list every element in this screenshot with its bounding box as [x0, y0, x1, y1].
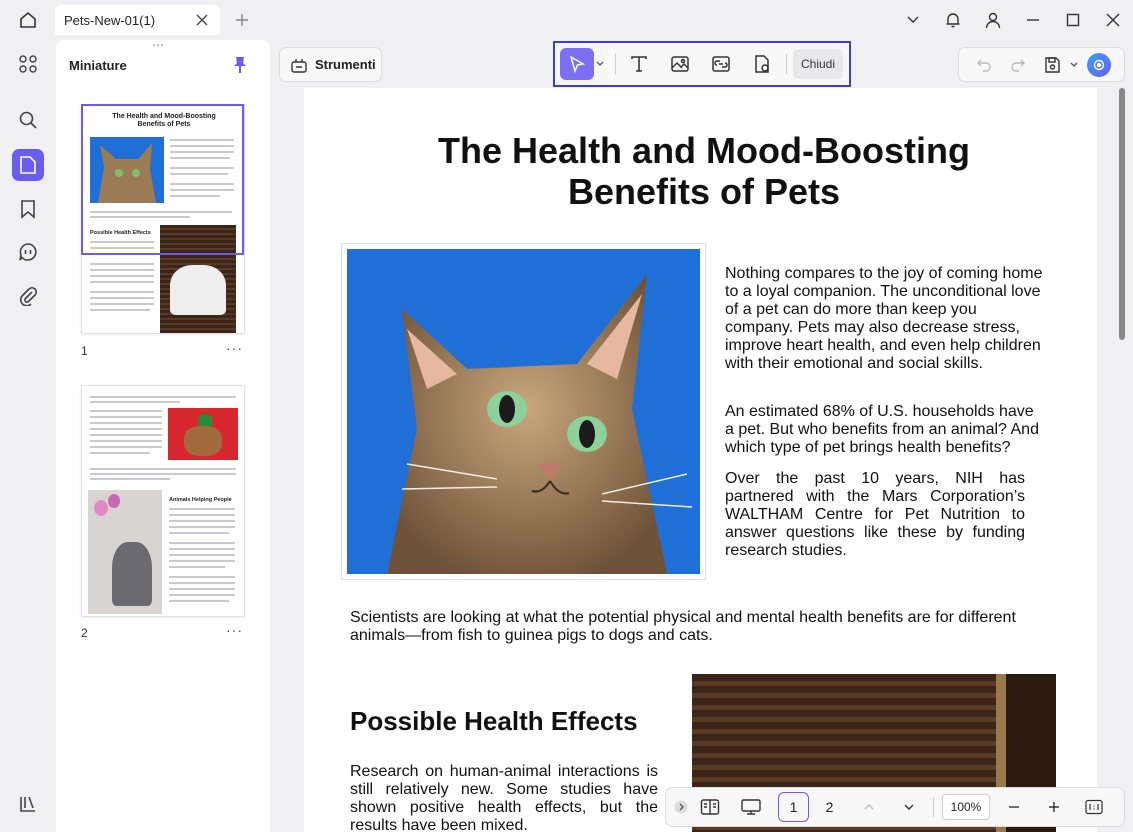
divider	[615, 54, 616, 74]
bookmark-icon[interactable]	[12, 193, 44, 225]
paragraph-scientists: Scientists are looking at what the potential physical and mental health benefits are for different animals—from fish to guinea pigs to dogs and cats.	[350, 609, 1016, 644]
new-tab-icon[interactable]	[232, 10, 252, 30]
next-page-icon[interactable]	[889, 793, 929, 821]
paragraph-research: Research on human-animal interactions is still relatively new. Some studies have shown positive health effects, but the results have been mixed.	[350, 763, 658, 832]
watermark-tool-icon[interactable]	[745, 48, 779, 80]
minimize-icon[interactable]	[1013, 0, 1053, 40]
close-edit-button[interactable]: Chiudi	[793, 49, 843, 79]
edit-toolbar	[553, 41, 851, 87]
cat-image-frame[interactable]	[341, 243, 706, 580]
actual-size-icon[interactable]	[1074, 793, 1114, 821]
page-1-button[interactable]: 1	[778, 792, 809, 822]
library-icon[interactable]	[12, 788, 44, 820]
attachment-icon[interactable]	[12, 280, 44, 312]
apps-icon[interactable]	[12, 48, 44, 80]
panel-title: Miniature	[69, 58, 127, 73]
history-toolbar	[958, 47, 1125, 82]
divider	[786, 54, 787, 74]
chevron-down-icon[interactable]	[1069, 60, 1081, 70]
close-tab-icon[interactable]	[194, 12, 210, 28]
page-navigation-bar	[665, 787, 1125, 827]
document-page[interactable]	[304, 88, 1097, 832]
panel-grip[interactable]: '''	[153, 43, 165, 54]
tools-label: Strumenti	[315, 57, 376, 72]
image-tool-icon[interactable]	[663, 48, 697, 80]
zoom-level-field[interactable]: 100%	[942, 794, 990, 820]
window-controls	[893, 0, 1133, 40]
toolbox-icon	[290, 56, 308, 74]
more-icon[interactable]: ···	[226, 340, 243, 356]
maximize-icon[interactable]	[1053, 0, 1093, 40]
zoom-out-icon[interactable]	[994, 793, 1034, 821]
left-rail	[0, 40, 56, 832]
close-window-icon[interactable]	[1093, 0, 1133, 40]
thumb-heading: Animals Helping People	[169, 497, 232, 503]
comment-icon[interactable]	[12, 236, 44, 268]
presentation-icon[interactable]	[730, 793, 772, 821]
page-2-button[interactable]: 2	[825, 799, 834, 815]
paragraph-intro: Nothing compares to the joy of coming home to a loyal companion. The unconditional love of a pet can do more than keep you company. Pets may also decrease stress, improve heart health, and even help children with their emotional and social skills.	[725, 265, 1043, 372]
vertical-scrollbar[interactable]	[1119, 88, 1125, 340]
home-icon[interactable]	[14, 8, 42, 32]
page-thumbnail-2[interactable]	[82, 386, 244, 616]
pin-icon[interactable]	[232, 56, 248, 74]
previous-page-icon[interactable]	[849, 793, 889, 821]
chevron-down-icon[interactable]	[893, 0, 933, 40]
title-bar	[0, 0, 1133, 40]
section-heading: Possible Health Effects	[350, 706, 638, 736]
bell-icon[interactable]	[933, 0, 973, 40]
thumbnails-icon[interactable]	[12, 149, 44, 181]
save-icon[interactable]	[1035, 50, 1069, 80]
text-tool-icon[interactable]	[622, 48, 656, 80]
paragraph-households: An estimated 68% of U.S. households have a pet. But who benefits from an animal? And which type of pet brings health benefits?	[725, 403, 1039, 456]
user-icon[interactable]	[973, 0, 1013, 40]
cat-image	[347, 249, 700, 574]
divider	[933, 797, 934, 817]
search-icon[interactable]	[12, 104, 44, 136]
collapse-chevron-icon[interactable]	[672, 793, 690, 821]
page-thumbnail-1[interactable]: The Health and Mood-Boosting Benefits of Pets Possible Health Effects	[82, 105, 244, 333]
thumbnail-page-number: 2	[81, 626, 88, 640]
redo-icon[interactable]	[1001, 50, 1035, 80]
thumbnail-panel	[56, 40, 270, 832]
zoom-in-icon[interactable]	[1034, 793, 1074, 821]
document-tab[interactable]	[55, 5, 220, 35]
tools-button[interactable]	[279, 47, 382, 82]
chevron-down-icon[interactable]	[595, 59, 607, 69]
ai-assistant-icon[interactable]	[1087, 53, 1111, 77]
select-tool-icon[interactable]	[560, 48, 594, 80]
title-line-1: The Health and Mood-Boosting	[438, 130, 970, 171]
undo-icon[interactable]	[967, 50, 1001, 80]
title-line-2: Benefits of Pets	[567, 171, 841, 212]
main-area	[270, 40, 1133, 832]
thumbnail-page-number: 1	[81, 344, 88, 358]
tab-title: Pets-New-01(1)	[64, 12, 156, 28]
link-tool-icon[interactable]	[704, 48, 738, 80]
reading-mode-icon[interactable]	[690, 793, 730, 821]
document-title	[364, 130, 1044, 212]
more-icon[interactable]: ···	[226, 622, 243, 638]
paragraph-nih: Over the past 10 years, NIH has partnered with the Mars Corporation’s WALTHAM Centre for Pet Nutrition to answer questions like these by funding research studies.	[725, 470, 1025, 559]
